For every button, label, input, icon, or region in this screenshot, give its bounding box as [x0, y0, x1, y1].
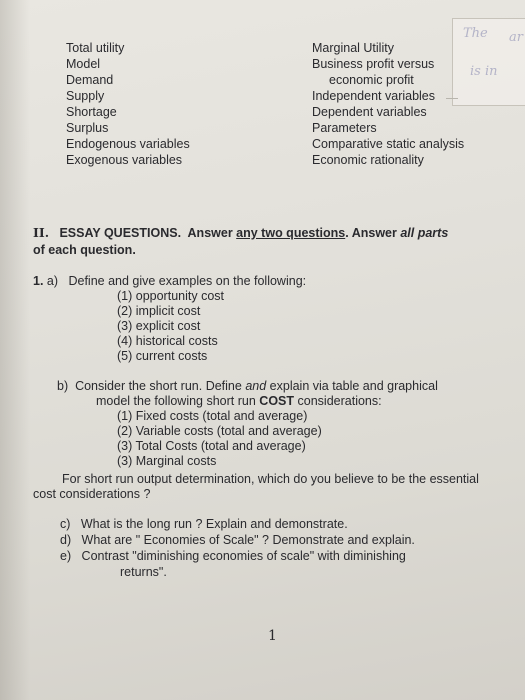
- instruction-mid: . Answer: [345, 226, 397, 240]
- part-label: a): [46, 274, 59, 288]
- page-number: 1: [268, 628, 277, 644]
- instruction-italic: all parts: [400, 226, 449, 240]
- term-item: Parameters: [312, 121, 377, 135]
- emphasis: and: [245, 379, 267, 393]
- term-item: economic profit: [329, 73, 414, 87]
- instruction-end: of each question.: [33, 243, 136, 257]
- term-item: Dependent variables: [312, 105, 427, 119]
- follow-up-line: cost considerations ?: [33, 487, 151, 501]
- part-label: d): [60, 533, 72, 547]
- section-number: II.: [33, 225, 50, 240]
- part-text: What are " Economies of Scale" ? Demonstrate and explain.: [81, 533, 415, 547]
- follow-up-line: For short run output determination, which do you believe to be the essential: [62, 472, 479, 486]
- term-item: Shortage: [66, 105, 117, 119]
- part-label: c): [60, 517, 71, 531]
- part-text: considerations:: [297, 394, 382, 408]
- list-item: (3) Total Costs (total and average): [117, 439, 306, 453]
- term-item: Comparative static analysis: [312, 137, 465, 151]
- list-item: (4) historical costs: [117, 334, 218, 348]
- term-item: Business profit versus: [312, 57, 435, 71]
- handwritten-note-3: is in: [470, 64, 498, 79]
- part-label: e): [60, 549, 72, 563]
- terms-list-right: [312, 40, 464, 168]
- instruction-start: Answer: [187, 226, 233, 240]
- term-item: Model: [66, 57, 101, 71]
- part-label: b): [57, 379, 69, 393]
- list-item: (1) opportunity cost: [117, 289, 224, 303]
- question-1b-line2: [96, 394, 382, 409]
- term-item: Independent variables: [312, 89, 436, 103]
- part-text: What is the long run ? Explain and demonstrate.: [80, 517, 348, 531]
- part-text: Contrast "diminishing economies of scale" with diminishing: [81, 549, 406, 563]
- terms-list-left: [66, 40, 190, 168]
- section-title: ESSAY QUESTIONS.: [59, 226, 182, 240]
- term-item: Demand: [66, 73, 114, 87]
- question-1a: [33, 274, 306, 289]
- term-item: Surplus: [66, 121, 109, 135]
- question-1e-line2: returns".: [120, 565, 167, 579]
- instruction-underlined: any two questions: [236, 226, 346, 240]
- list-item: (1) Fixed costs (total and average): [117, 409, 308, 423]
- part-text: explain via table and graphical: [269, 379, 438, 393]
- question-1c: [60, 517, 348, 532]
- term-item: Exogenous variables: [66, 153, 183, 167]
- question-1e: [60, 549, 406, 564]
- term-item: Supply: [66, 89, 105, 103]
- list-item: (3) Marginal costs: [117, 454, 217, 468]
- term-item: Endogenous variables: [66, 137, 190, 151]
- part-text: model the following short run: [96, 394, 256, 408]
- question-1b: [57, 379, 438, 394]
- handwritten-note-2: ar: [509, 30, 523, 45]
- list-item: (2) implicit cost: [117, 304, 201, 318]
- part-text: Consider the short run. Define: [75, 379, 242, 393]
- question-number: 1.: [33, 274, 44, 288]
- handwritten-note-1: The: [463, 26, 488, 41]
- section-heading: [33, 224, 503, 259]
- question-1d: [60, 533, 415, 548]
- part-text: Define and give examples on the following:: [68, 274, 307, 288]
- list-item: (3) explicit cost: [117, 319, 201, 333]
- list-item: (5) current costs: [117, 349, 208, 363]
- emphasis-bold: COST: [259, 394, 295, 408]
- list-item: (2) Variable costs (total and average): [117, 424, 322, 438]
- term-item: Economic rationality: [312, 153, 424, 167]
- page-edge-shadow: [0, 0, 30, 700]
- term-item: Total utility: [66, 41, 125, 55]
- term-item: Marginal Utility: [312, 41, 394, 55]
